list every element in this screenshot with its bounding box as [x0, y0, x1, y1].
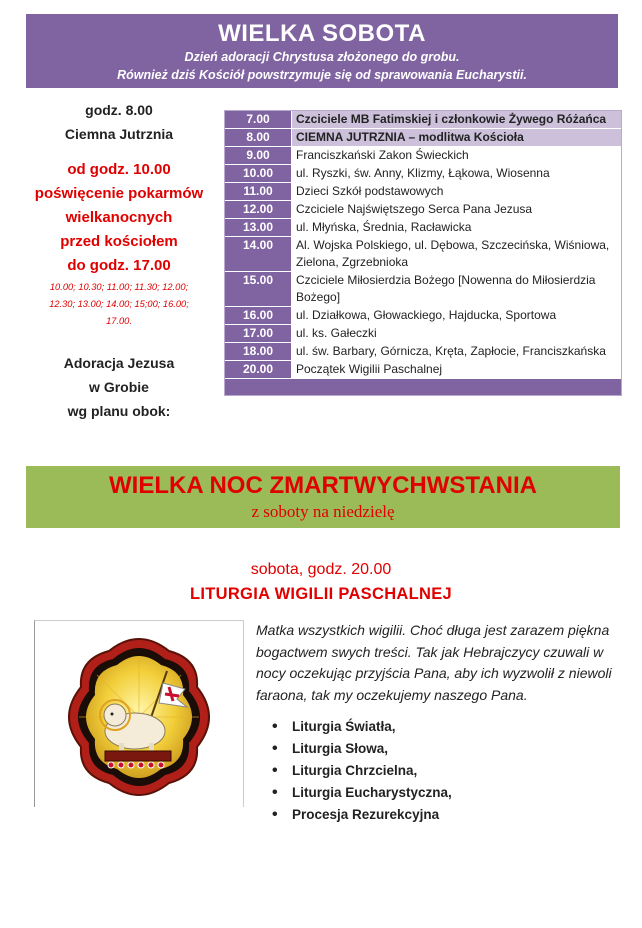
schedule-time: 16.00 — [225, 307, 292, 324]
schedule-time: 17.00 — [225, 325, 292, 342]
schedule-row — [225, 219, 621, 237]
schedule-row — [225, 111, 621, 129]
blessing-line-1: poświęcenie pokarmów — [34, 185, 204, 202]
liturgy-part-item: • Procesja Rezurekcyjna — [270, 804, 452, 826]
adoration-line-2: w Grobie — [89, 379, 149, 395]
emblem-frame — [34, 620, 244, 807]
schedule-time: 7.00 — [225, 111, 292, 128]
blessing-times-2: 12.30; 13.00; 14.00; 15;00; 16.00; — [49, 299, 189, 309]
blessing-times-3: 17.00. — [106, 316, 132, 326]
schedule-row — [225, 325, 621, 343]
schedule-row — [225, 343, 621, 361]
schedule-row — [225, 129, 621, 147]
holy-saturday-subtitle-1: Dzień adoracji Chrystusa złożonego do grobu. — [184, 50, 460, 64]
schedule-row — [225, 272, 621, 307]
blessing-line-2: wielkanocnych — [65, 209, 173, 226]
schedule-description: CIEMNA JUTRZNIA – modlitwa Kościoła — [292, 129, 621, 146]
blessing-times-1: 10.00; 10.30; 11.00; 11.30; 12.00; — [49, 282, 189, 292]
schedule-description: ul. Młyńska, Średnia, Racławicka — [292, 219, 621, 236]
left-column — [26, 98, 212, 423]
easter-title: WIELKA NOC ZMARTWYCHWSTANIA — [109, 472, 537, 499]
schedule-description: Początek Wigilii Paschalnej — [292, 361, 621, 378]
blessing-line-3: przed kościołem — [60, 233, 178, 250]
schedule-description: Dzieci Szkół podstawowych — [292, 183, 621, 200]
schedule-row — [225, 183, 621, 201]
schedule-time: 14.00 — [225, 237, 292, 271]
liturgy-part-item: • Liturgia Chrzcielna, — [270, 760, 452, 782]
agnus-dei-icon — [35, 621, 243, 807]
schedule-time: 15.00 — [225, 272, 292, 306]
holy-saturday-subtitle-2: Również dziś Kościół powstrzymuje się od sprawowania Eucharystii. — [117, 68, 527, 82]
blessing-until: do godz. 17.00 — [67, 257, 171, 274]
easter-subtitle: z soboty na niedzielę — [251, 502, 395, 521]
schedule-row — [225, 147, 621, 165]
schedule-time: 8.00 — [225, 129, 292, 146]
liturgy-heading — [0, 558, 642, 606]
liturgy-part-item: • Liturgia Światła, — [270, 716, 452, 738]
schedule-time: 11.00 — [225, 183, 292, 200]
schedule-description: ul. ks. Gałeczki — [292, 325, 621, 342]
schedule-row — [225, 237, 621, 272]
schedule-row — [225, 361, 621, 379]
liturgy-parts-list — [270, 716, 452, 826]
blessing-from: od godz. 10.00 — [67, 161, 171, 178]
morning-time: godz. 8.00 — [85, 102, 153, 118]
adoration-line-3: wg planu obok: — [67, 403, 171, 419]
schedule-row — [225, 307, 621, 325]
schedule-description: ul. Ryszki, św. Anny, Klizmy, Łąkowa, Wiosenna — [292, 165, 621, 182]
schedule-description: Franciszkański Zakon Świeckich — [292, 147, 621, 164]
schedule-time: 9.00 — [225, 147, 292, 164]
adoration-schedule-table — [224, 110, 622, 396]
vigil-description: Matka wszystkich wigilii. Choć długa jest zarazem piękna bogactwem swych treści. Tak jak Hebrajczycy czuwali w nocy oczekując przyjścia Pana, aby ich wyzwolił z niewoli faraona, tak my oczekujemy naszego Pana. — [256, 622, 612, 703]
liturgy-time: sobota, godz. 20.00 — [250, 561, 392, 578]
schedule-time: 12.00 — [225, 201, 292, 218]
schedule-description: Czciciele Miłosierdzia Bożego [Nowenna do Miłosierdzia Bożego] — [292, 272, 621, 306]
adoration-line-1: Adoracja Jezusa — [63, 355, 175, 371]
schedule-description: ul. św. Barbary, Górnicza, Kręta, Zapłocie, Franciszkańska — [292, 343, 621, 360]
schedule-row — [225, 165, 621, 183]
schedule-description: ul. Działkowa, Głowackiego, Hajducka, Sportowa — [292, 307, 621, 324]
schedule-description: Czciciele Najświętszego Serca Pana Jezusa — [292, 201, 621, 218]
schedule-description: Czciciele MB Fatimskiej i członkowie Żywego Różańca — [292, 111, 621, 128]
schedule-time: 10.00 — [225, 165, 292, 182]
liturgy-part-item: • Liturgia Eucharystyczna, — [270, 782, 452, 804]
liturgy-part-item: • Liturgia Słowa, — [270, 738, 452, 760]
liturgy-title: LITURGIA WIGILII PASCHALNEJ — [189, 585, 452, 603]
holy-saturday-title: WIELKA SOBOTA — [218, 20, 426, 47]
schedule-row — [225, 201, 621, 219]
schedule-time: 18.00 — [225, 343, 292, 360]
schedule-description: Al. Wojska Polskiego, ul. Dębowa, Szczecińska, Wiśniowa, Zielona, Zgrzebnioka — [292, 237, 621, 271]
holy-saturday-banner — [26, 14, 618, 88]
schedule-footer — [225, 379, 621, 395]
morning-event: Ciemna Jutrznia — [64, 126, 174, 142]
schedule-time: 20.00 — [225, 361, 292, 378]
schedule-time: 13.00 — [225, 219, 292, 236]
easter-banner — [26, 466, 620, 528]
